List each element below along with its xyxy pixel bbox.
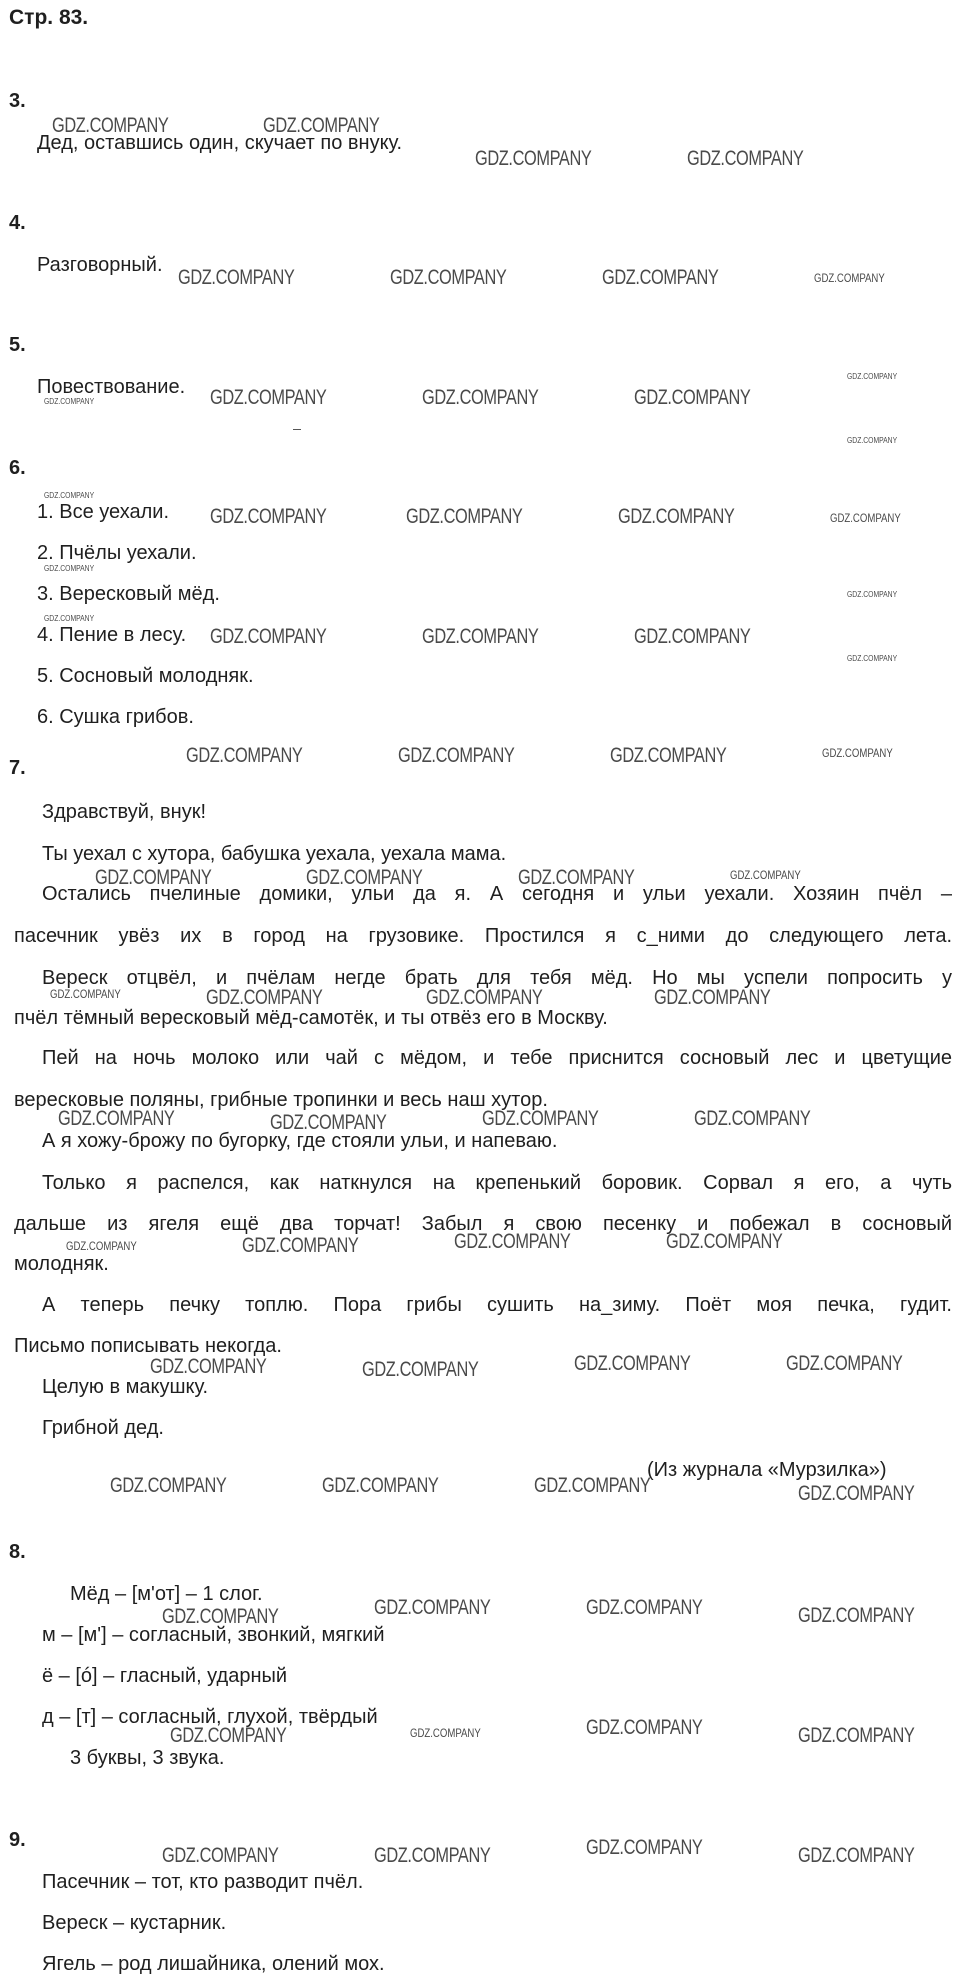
- watermark: GDZ.COMPANY: [422, 625, 539, 648]
- phonetic-line: Мёд – [м'от] – 1 слог.: [70, 1583, 263, 1605]
- task-3-number: 3.: [9, 90, 26, 112]
- watermark: GDZ.COMPANY: [270, 1111, 387, 1134]
- watermark: GDZ.COMPANY: [847, 654, 898, 663]
- task-6-number: 6.: [9, 457, 26, 479]
- letter-line: А я хожу-брожу по бугорку, где стояли ульи, и напеваю.: [42, 1130, 558, 1152]
- watermark: GDZ.COMPANY: [374, 1596, 491, 1619]
- letter-signature: Грибной дед.: [42, 1417, 164, 1439]
- watermark: GDZ.COMPANY: [847, 372, 898, 381]
- letter-line: А теперь печку топлю. Пора грибы сушить на_зиму. Поёт моя печка, гудит.: [42, 1294, 952, 1316]
- watermark: GDZ.COMPANY: [186, 744, 303, 767]
- watermark: GDZ.COMPANY: [95, 866, 212, 889]
- watermark: GDZ.COMPANY: [847, 436, 898, 445]
- watermark: GDZ.COMPANY: [786, 1352, 903, 1375]
- watermark: GDZ.COMPANY: [374, 1844, 491, 1867]
- watermark: GDZ.COMPANY: [170, 1724, 287, 1747]
- task-9-number: 9.: [9, 1829, 26, 1851]
- watermark: GDZ.COMPANY: [814, 271, 885, 285]
- watermark: GDZ.COMPANY: [306, 866, 423, 889]
- watermark: GDZ.COMPANY: [798, 1482, 915, 1505]
- letter-line: дальше из ягеля ещё два торчат! Забыл я свою песенку и побежал в сосновый: [14, 1213, 952, 1235]
- watermark: GDZ.COMPANY: [574, 1352, 691, 1375]
- watermark: GDZ.COMPANY: [44, 491, 95, 500]
- watermark: GDZ.COMPANY: [666, 1230, 783, 1253]
- watermark: GDZ.COMPANY: [475, 147, 592, 170]
- letter-line: Остались пчелиные домики, ульи да я. А сегодня и ульи уехали. Хозяин пчёл –: [42, 883, 952, 905]
- watermark: GDZ.COMPANY: [634, 625, 751, 648]
- definition-line: Вереск – кустарник.: [42, 1912, 227, 1934]
- letter-line: пасечник увёз их в город на грузовике. Простился я с_ними до следующего лета.: [14, 925, 952, 947]
- letter-line: вересковые поляны, грибные тропинки и весь наш хутор.: [14, 1089, 548, 1111]
- task-4-number: 4.: [9, 212, 26, 234]
- phonetic-line: д – [т] – согласный, глухой, твёрдый: [42, 1706, 378, 1728]
- watermark: GDZ.COMPANY: [654, 986, 771, 1009]
- letter-line: Пей на ночь молоко или чай с мёдом, и тебе приснится сосновый лес и цветущие: [42, 1047, 952, 1069]
- task-3-answer: Дед, оставшись один, скучает по внуку.: [37, 132, 403, 154]
- plan-item: 1. Все уехали.: [37, 501, 170, 523]
- watermark: GDZ.COMPANY: [44, 564, 95, 573]
- watermark: GDZ.COMPANY: [798, 1844, 915, 1867]
- letter-line: Только я распелся, как наткнулся на крепенький боровик. Сорвал я его, а чуть: [42, 1172, 952, 1194]
- watermark: GDZ.COMPANY: [847, 590, 898, 599]
- phonetic-line: м – [м'] – согласный, звонкий, мягкий: [42, 1624, 385, 1646]
- stray-mark: [293, 429, 301, 430]
- watermark: GDZ.COMPANY: [694, 1107, 811, 1130]
- watermark: GDZ.COMPANY: [162, 1844, 279, 1867]
- letter-line: Вереск отцвёл, и пчёлам негде брать для тебя мёд. Но мы успели попросить у: [42, 967, 952, 989]
- watermark: GDZ.COMPANY: [534, 1474, 651, 1497]
- watermark: GDZ.COMPANY: [162, 1605, 279, 1628]
- watermark: GDZ.COMPANY: [44, 614, 95, 623]
- watermark: GDZ.COMPANY: [634, 386, 751, 409]
- watermark: GDZ.COMPANY: [210, 505, 327, 528]
- watermark: GDZ.COMPANY: [618, 505, 735, 528]
- definition-line: Пасечник – тот, кто разводит пчёл.: [42, 1871, 364, 1893]
- plan-item: 2. Пчёлы уехали.: [37, 542, 197, 564]
- watermark: GDZ.COMPANY: [398, 744, 515, 767]
- watermark: GDZ.COMPANY: [798, 1724, 915, 1747]
- watermark: GDZ.COMPANY: [322, 1474, 439, 1497]
- letter-line: Целую в макушку.: [42, 1376, 209, 1398]
- plan-item: 5. Сосновый молодняк.: [37, 665, 254, 687]
- letter-line: пчёл тёмный вересковый мёд-самотёк, и ты отвёз его в Москву.: [14, 1007, 608, 1029]
- letter-line: Ты уехал с хутора, бабушка уехала, уехала мама.: [42, 843, 507, 865]
- definition-line: Ягель – род лишайника, олений мох.: [42, 1953, 385, 1975]
- watermark: GDZ.COMPANY: [52, 114, 169, 137]
- watermark: GDZ.COMPANY: [610, 744, 727, 767]
- watermark: GDZ.COMPANY: [263, 114, 380, 137]
- watermark: GDZ.COMPANY: [390, 266, 507, 289]
- watermark: GDZ.COMPANY: [454, 1230, 571, 1253]
- phonetic-line: ё – [ó] – гласный, ударный: [42, 1665, 288, 1687]
- task-5-answer: Повествование.: [37, 376, 186, 398]
- watermark: GDZ.COMPANY: [178, 266, 295, 289]
- watermark: GDZ.COMPANY: [110, 1474, 227, 1497]
- watermark: GDZ.COMPANY: [586, 1836, 703, 1859]
- task-8-number: 8.: [9, 1541, 26, 1563]
- watermark: GDZ.COMPANY: [426, 986, 543, 1009]
- watermark: GDZ.COMPANY: [586, 1596, 703, 1619]
- phonetic-line: 3 буквы, 3 звука.: [70, 1747, 225, 1769]
- watermark: GDZ.COMPANY: [44, 397, 95, 406]
- watermark: GDZ.COMPANY: [798, 1604, 915, 1627]
- task-4-answer: Разговорный.: [37, 254, 163, 276]
- letter-source: (Из журнала «Мурзилка»): [647, 1459, 887, 1481]
- letter-line: Письмо пописывать некогда.: [14, 1335, 282, 1357]
- watermark: GDZ.COMPANY: [822, 746, 893, 760]
- watermark: GDZ.COMPANY: [422, 386, 539, 409]
- watermark: GDZ.COMPANY: [687, 147, 804, 170]
- watermark: GDZ.COMPANY: [150, 1355, 267, 1378]
- watermark: GDZ.COMPANY: [406, 505, 523, 528]
- task-7-number: 7.: [9, 757, 26, 779]
- plan-item: 6. Сушка грибов.: [37, 706, 194, 728]
- letter-line: молодняк.: [14, 1253, 109, 1275]
- watermark: GDZ.COMPANY: [210, 625, 327, 648]
- task-5-number: 5.: [9, 334, 26, 356]
- watermark: GDZ.COMPANY: [206, 986, 323, 1009]
- watermark: GDZ.COMPANY: [242, 1234, 359, 1257]
- plan-item: 3. Вересковый мёд.: [37, 583, 220, 605]
- watermark: GDZ.COMPANY: [50, 987, 121, 1001]
- watermark: GDZ.COMPANY: [518, 866, 635, 889]
- watermark: GDZ.COMPANY: [586, 1716, 703, 1739]
- watermark: GDZ.COMPANY: [362, 1358, 479, 1381]
- watermark: GDZ.COMPANY: [482, 1107, 599, 1130]
- watermark: GDZ.COMPANY: [210, 386, 327, 409]
- watermark: GDZ.COMPANY: [410, 1726, 481, 1740]
- watermark: GDZ.COMPANY: [830, 511, 901, 525]
- page-title: Стр. 83.: [9, 6, 89, 29]
- letter-greeting: Здравствуй, внук!: [42, 801, 207, 823]
- watermark: GDZ.COMPANY: [58, 1107, 175, 1130]
- watermark: GDZ.COMPANY: [66, 1239, 137, 1253]
- watermark: GDZ.COMPANY: [602, 266, 719, 289]
- watermark: GDZ.COMPANY: [730, 868, 801, 882]
- plan-item: 4. Пение в лесу.: [37, 624, 187, 646]
